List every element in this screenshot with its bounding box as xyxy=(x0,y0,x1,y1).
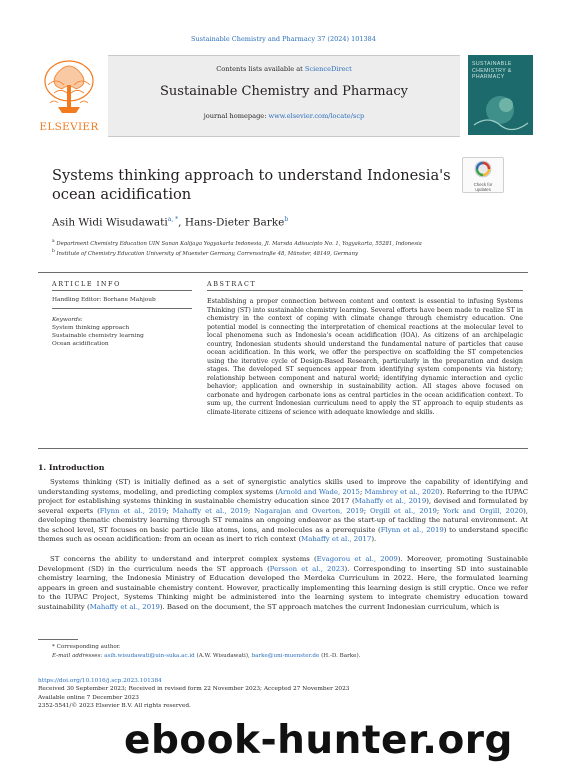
cover-art-icon xyxy=(468,55,533,135)
contents-line xyxy=(108,65,460,73)
footnote-rule xyxy=(38,639,78,640)
citation-link[interactable]: Nagarajan and Overton, 2019 xyxy=(254,506,364,515)
publication-info xyxy=(38,678,349,710)
affiliation-text: Department Chemistry Education UIN Sunan Kalijaga Yogyakarta Indonesia, Jl. Marsda Adisucipto No. 1, Yogyakarta, 55281, Indonesia xyxy=(56,240,422,247)
affiliation-item xyxy=(52,248,522,258)
citation-link[interactable]: Flynn et al., 2019 xyxy=(380,525,444,534)
check-for-updates-badge[interactable] xyxy=(462,157,504,193)
article-title: Systems thinking approach to understand Indonesia's ocean acidification xyxy=(52,167,451,203)
keywords-block xyxy=(52,316,144,348)
elsevier-logo xyxy=(36,55,102,135)
email-link[interactable]: barke@uni-muenster.de xyxy=(251,653,320,659)
paragraph-text: ). xyxy=(371,535,377,543)
article-info-heading: ARTICLE INFO xyxy=(52,280,121,288)
paragraph-text: ; xyxy=(166,506,173,515)
elsevier-wordmark: ELSEVIER xyxy=(39,121,99,133)
homepage-line xyxy=(108,112,460,120)
citation-link[interactable]: Persson et al., 2023 xyxy=(269,564,345,573)
keywords-rule xyxy=(52,308,192,309)
email-note xyxy=(52,652,360,661)
handling-editor: Handling Editor: Borhane Mahjoub xyxy=(52,297,156,303)
paragraph-text: ). Referring to the IUPAC project for establishing systems thinking in sustainable chemistry education since 2017 ( xyxy=(38,487,528,505)
paragraph-text: Systems thinking (ST) is initially defined as a set of synergistic analytics skills used to improve the capability of identifying and understanding systems, modeling, and predicting complex systems ( xyxy=(38,478,528,496)
paragraph-text: ), developing thematic chemistry learning through ST remains an ongoing endeavor as the start-up of tackling the natural environment. At the school level, ST focuses on basic particle like atoms, ions, and molecules as a prerequisite ( xyxy=(38,506,528,534)
abstract-rule xyxy=(207,290,523,291)
journal-masthead xyxy=(36,55,533,135)
paragraph-text: ). Moreover, promoting Sustainable Development (SD) in the curriculum needs the ST approach ( xyxy=(38,555,528,573)
body-paragraph xyxy=(38,555,528,612)
author-name[interactable]: Hans-Dieter Barke xyxy=(184,216,285,229)
citation-link[interactable]: Flynn et al., 2019 xyxy=(99,506,167,515)
citation-link[interactable]: Evagorou et al., 2009 xyxy=(316,555,398,563)
footnote-mark: * xyxy=(52,644,55,650)
citation-link[interactable]: Mahaffy et al., 2019 xyxy=(172,506,249,515)
citation-link[interactable]: York and Orgill, 2020 xyxy=(443,506,524,515)
affiliation-text: Institute of Chemistry Education University of Muenster Germany, Corrensstraße 48, Münster, 48149, Germany xyxy=(56,250,358,257)
sciencedirect-link[interactable]: ScienceDirect xyxy=(304,65,352,73)
author-separator: , xyxy=(178,216,185,229)
email-link[interactable]: asih.wisudawati@uin-suka.ac.id xyxy=(104,653,195,659)
paragraph-text: ) to understand specific themes such as ocean acidification: from an ocean as inert to rich context ( xyxy=(38,525,529,543)
cover-title: SUSTAINABLE CHEMISTRY & PHARMACY xyxy=(472,61,512,80)
paragraph-text: ; xyxy=(359,487,365,496)
paragraph-text: ). Corresponding to inserting SD into sustainable chemistry learning, the Indonesia Ministry of Education developed the Merdeka Curriculum in 2022. Here, the formulated learning appears in green and sustainable chemistry content. However, practically implementing this learning design is still cryptic. Once we refer to the IUPAC Project, Systems Thinking might be administered into the learning system to integrate chemistry education toward sustainability ( xyxy=(38,564,528,611)
contents-prefix: Contents lists available at xyxy=(216,65,305,73)
footnote-text: Corresponding author. xyxy=(56,644,121,650)
keyword-item: Ocean acidification xyxy=(52,341,109,347)
doi-link[interactable]: https://doi.org/10.1016/j.scp.2023.101384 xyxy=(38,678,162,684)
author-list xyxy=(52,216,288,229)
available-online: Available online 7 December 2023 xyxy=(38,695,139,701)
received-dates: Received 30 September 2023; Received in revised form 22 November 2023; Accepted 27 November 2023 xyxy=(38,685,350,692)
author-name[interactable]: Asih Widi Wisudawati xyxy=(52,216,168,229)
paragraph-text: ; xyxy=(363,506,371,515)
section-divider xyxy=(38,272,528,273)
paragraph-text: ; xyxy=(248,506,255,515)
check-updates-label-1: Check for xyxy=(473,182,493,187)
affiliation-marker: a xyxy=(52,239,55,244)
introduction-heading: 1. Introduction xyxy=(38,463,105,472)
paragraph-text: ), devised and formulated by several experts ( xyxy=(38,497,528,515)
article-info-rule xyxy=(52,290,192,291)
author-affiliation-marker[interactable]: a, * xyxy=(167,216,179,223)
watermark: ebook-hunter.org xyxy=(124,718,513,763)
paragraph-text: ). Based on the document, the ST approach matches the current Indonesian curriculum, which is xyxy=(159,602,500,611)
email-owner: (H.-D. Barke). xyxy=(319,653,361,659)
affiliation-item xyxy=(52,238,522,248)
paragraph-text: ST concerns the ability to understand and interpret complex systems ( xyxy=(50,555,317,563)
journal-cover-thumbnail xyxy=(468,55,533,135)
affiliations xyxy=(52,238,522,258)
footnotes xyxy=(52,643,360,661)
citation-link[interactable]: Mambrey et al., 2020 xyxy=(364,487,440,496)
email-label: E-mail addresses: xyxy=(52,653,103,659)
author-affiliation-marker[interactable]: b xyxy=(284,216,289,223)
masthead-info-box xyxy=(108,55,460,137)
citation-link[interactable]: Orgill et al., 2019 xyxy=(370,506,437,515)
journal-homepage-link[interactable]: www.elsevier.com/locate/scp xyxy=(268,112,365,120)
paragraph-text: ; xyxy=(436,506,444,515)
email-owner: (A.W. Wisudawati), xyxy=(194,653,252,659)
homepage-prefix: journal homepage: xyxy=(203,112,269,120)
check-updates-label-2: updates xyxy=(475,187,491,192)
check-updates-icon xyxy=(474,160,492,178)
section-divider xyxy=(38,448,528,449)
affiliation-marker: b xyxy=(52,248,55,254)
keyword-item: Sustainable chemistry learning xyxy=(52,333,144,339)
citation-link[interactable]: Mahaffy et al., 2019 xyxy=(354,497,427,505)
keyword-item: System thinking approach xyxy=(52,325,130,331)
citation-link[interactable]: Mahaffy et al., 2017 xyxy=(301,535,372,543)
citation-link[interactable]: Mahaffy et al., 2019 xyxy=(89,602,160,611)
citation-link[interactable]: Arnold and Wade, 2015 xyxy=(278,487,360,496)
journal-reference-link[interactable]: Sustainable Chemistry and Pharmacy 37 (2024) 101384 xyxy=(191,35,376,43)
abstract-heading: ABSTRACT xyxy=(207,280,257,288)
copyright-line: 2352-5541/© 2023 Elsevier B.V. All rights reserved. xyxy=(38,702,191,709)
abstract-text: Establishing a proper connection between content and context is essential to infusing Systems Thinking (ST) into sustainable chemistry learning. Several efforts have been made to realize ST in chemistry in the context of coping with climate change through chemistry education. One potential model is connecting the interpretation of chemical reactions at the molecular level to local phenomena such as Indonesia's ocean acidification (IOA). As citizens of an archipelagic country, Indonesian students should understand the fundamental nature of particles that cause ocean acidification. In this work, we offer the perspective on scaffolding the ST competencies using the iterative cycle of Design-Based Research, particularly in the preparation and design stages. The developed ST sequences appear from identifying system components via history; relationship between component and natural world; identifying dynamic interaction and cyclic behavior; application and ownership in sustainability action. All stages above focused on carbonate and hydrogen carbonate ions as central particles in the ocean acidification context. To sum up, the current Indonesian curriculum need to apply the ST approach to equip students as climate-literate citizens of science with adequate knowledge and skills. xyxy=(207,298,523,416)
corresponding-author-note xyxy=(52,643,360,652)
keywords-label: Keywords: xyxy=(52,317,83,323)
journal-title: Sustainable Chemistry and Pharmacy xyxy=(160,84,408,99)
body-paragraph xyxy=(38,478,528,545)
